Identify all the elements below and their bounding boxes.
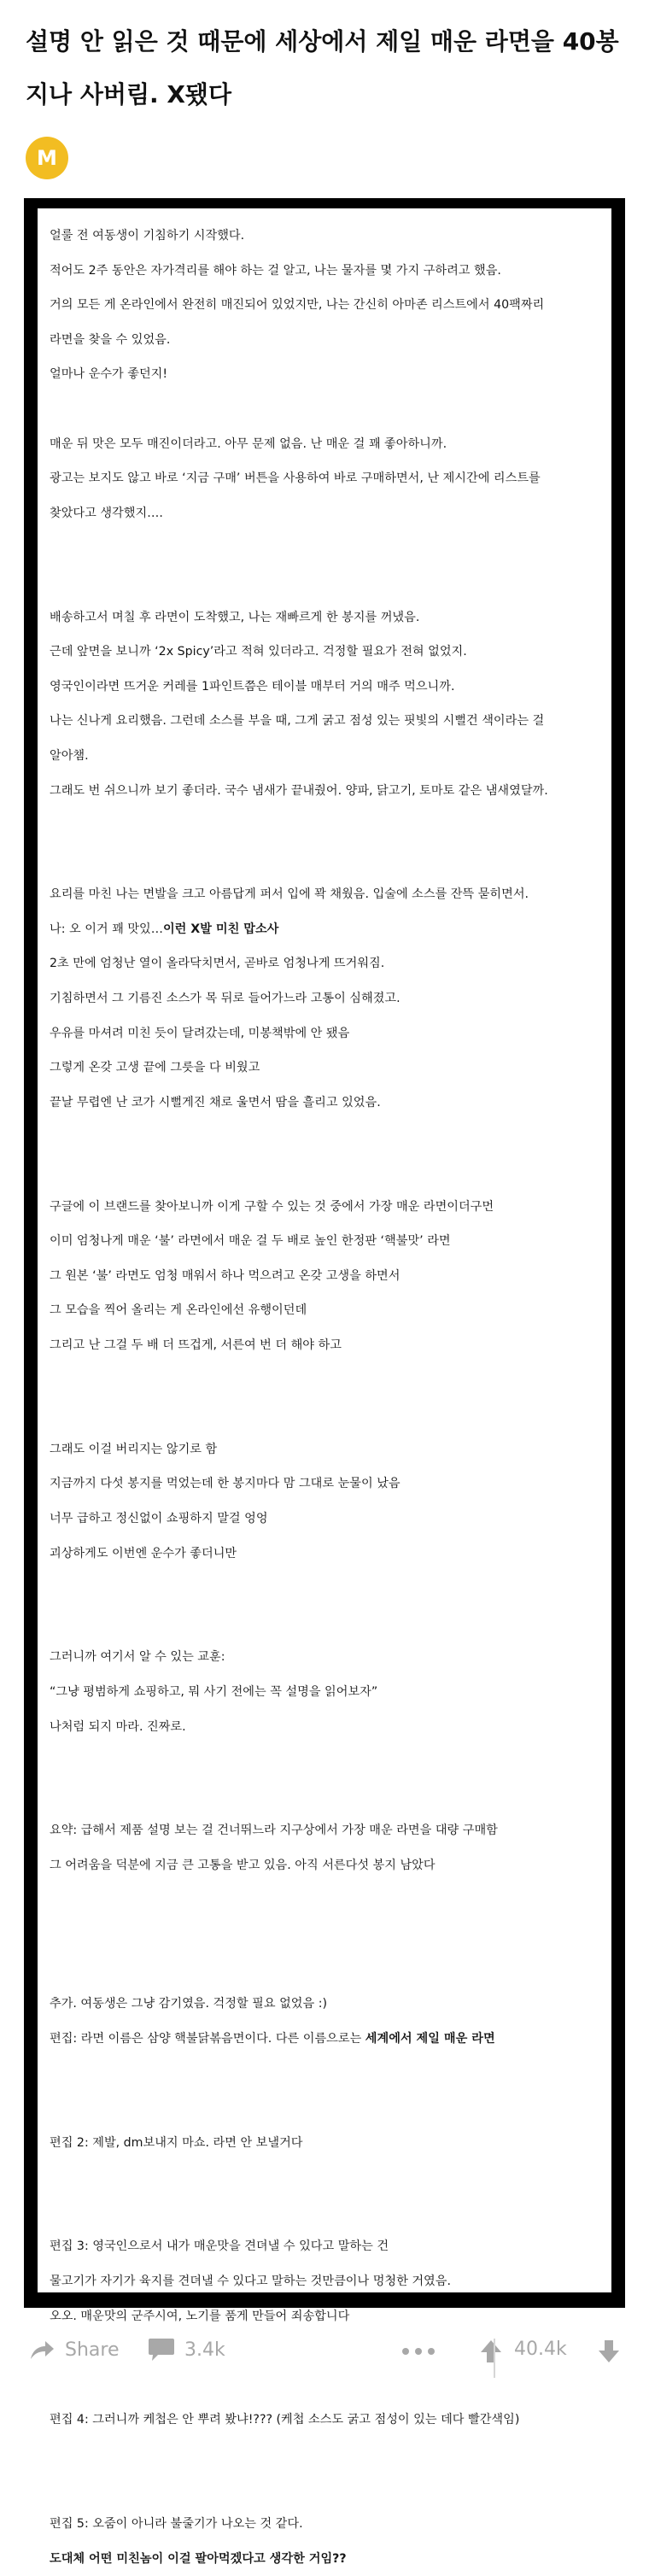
blank-line: [50, 2195, 601, 2230]
ellipsis-icon: [401, 2347, 436, 2356]
body-line: [50, 739, 601, 774]
more-options-button[interactable]: [401, 2347, 436, 2356]
body-line: [50, 774, 601, 809]
body-text-segment: 라면을 찾을 수 있었음.: [50, 332, 171, 347]
body-line: [50, 704, 601, 739]
blank-line: [50, 1779, 601, 1814]
blank-line: [50, 1917, 601, 1952]
body-line: [50, 461, 601, 496]
body-line: [50, 219, 601, 254]
body-text-segment: 2초 만에 엄청난 열이 올라닥치면서, 곧바로 엄청나게 뜨거워짐.: [50, 957, 385, 971]
comment-bubble-icon: [147, 2337, 176, 2362]
bold-text-segment: 이런 X발 미친 맙소사: [162, 922, 279, 936]
body-text-segment: 괴상하게도 이번엔 운수가 좋더니만: [50, 1546, 237, 1560]
body-line: [50, 1813, 601, 1848]
vote-count: 40.4k: [514, 2339, 567, 2360]
body-text-segment: 매운 뒤 맛은 모두 매진이더라고. 아무 문제 없음. 난 매운 걸 꽤 좋아하니까.: [50, 436, 447, 451]
body-text-segment: 그리고 난 그걸 두 배 더 뜨겁게, 서른여 번 더 해야 하고: [50, 1338, 342, 1352]
body-text-segment: 그래도 번 쉬으니까 보기 좋더라. 국수 냄새가 끝내줬어. 양파, 닭고기, 토마토 같은 냄새였달까.: [50, 783, 548, 798]
share-label: Share: [65, 2339, 120, 2361]
body-text-segment: 나처럼 되지 마라. 진짜로.: [50, 1719, 186, 1734]
body-text-segment: 거의 모든 게 온라인에서 완전히 매진되어 있었지만, 나는 간신히 아마존 리스트에서 40팩짜리: [50, 298, 545, 313]
blank-line: [50, 1120, 601, 1155]
body-line: [50, 670, 601, 705]
share-button[interactable]: [29, 2339, 120, 2361]
bold-text-segment: 도대체 어떤 미친놈이 이걸 팔아먹겠다고 생각한 거임??: [50, 2551, 347, 2566]
blank-line: [50, 530, 601, 565]
body-text-segment: 나: 오 이거 꽤 맛있…: [50, 922, 163, 936]
body-text-segment: 영국인이라면 뜨거운 커레를 1파인트쯤은 테이블 매부터 거의 매주 먹으니까.: [50, 679, 455, 694]
body-line: [50, 946, 601, 981]
body-line: [50, 427, 601, 462]
body-text-segment: 그 모습을 찍어 올리는 게 온라인에선 유행이던데: [50, 1303, 307, 1318]
body-line: [50, 1640, 601, 1675]
body-line: [50, 1467, 601, 1502]
body-line: [50, 1259, 601, 1294]
body-line: [50, 1987, 601, 2022]
body-line: [50, 1190, 601, 1225]
body-line: [50, 2507, 601, 2542]
share-arrow-icon: [29, 2339, 55, 2361]
body-text-segment: 너무 급하고 정신없이 쇼핑하지 말걸 엉엉: [50, 1511, 268, 1525]
body-text-segment: 요약: 급해서 제품 설명 보는 걸 건너뛰느라 지구상에서 가장 매운 라면을 대량 구매함: [50, 1824, 498, 1838]
body-text-segment: 지금까지 다섯 봉지를 먹었는데 한 봉지마다 맘 그대로 눈물이 났음: [50, 1477, 401, 1491]
blank-line: [50, 1571, 601, 1606]
body-line: [50, 2264, 601, 2299]
blank-line: [50, 2056, 601, 2091]
blank-line: [50, 2160, 601, 2195]
blank-line: [50, 843, 601, 878]
author-avatar[interactable]: [26, 137, 68, 179]
body-line: [50, 1016, 601, 1051]
body-line: [50, 1051, 601, 1086]
body-line: [50, 1224, 601, 1259]
body-line: [50, 357, 601, 392]
body-text-segment: 편집 2: 제발, dm보내지 마쇼. 라면 안 보낼거다: [50, 2135, 303, 2150]
post-action-bar: [0, 2325, 649, 2393]
comment-count: 3.4k: [184, 2339, 225, 2361]
body-line: [50, 1328, 601, 1363]
body-line: [50, 1675, 601, 1710]
body-line: [50, 1848, 601, 1883]
blank-line: [50, 2473, 601, 2508]
body-line: [50, 1710, 601, 1745]
vote-score: [514, 2339, 567, 2360]
body-line: [50, 2022, 601, 2057]
body-text-segment: 광고는 보지도 않고 바로 ‘지금 구매’ 버튼을 사용하여 바로 구매하면서, 난 제시간에 리스트를: [50, 471, 541, 486]
body-text-segment: 근데 앞면을 보니까 ‘2x Spicy’라고 적혀 있더라고. 걱정할 필요가 전혀 없었지.: [50, 645, 467, 659]
body-text-segment: 물고기가 자기가 육지를 견뎌낼 수 있다고 말하는 것만큼이나 멍청한 거였음.: [50, 2274, 451, 2289]
blank-line: [50, 808, 601, 843]
body-text-segment: 편집 5: 오줌이 아니라 불줄기가 나오는 것 같다.: [50, 2517, 303, 2532]
body-line: [50, 1537, 601, 1572]
avatar-letter: M: [37, 146, 57, 170]
body-line: [50, 323, 601, 358]
body-text-segment: 편집: 라면 이름은 삼양 핵불닭볶음면이다. 다른 이름으로는: [50, 2031, 365, 2046]
body-text-segment: 그렇게 온갖 고생 끝에 그릇을 다 비웠고: [50, 1061, 260, 1075]
body-text-segment: 그 어려움을 덕분에 지금 큰 고통을 받고 있음. 아직 서른다섯 봉지 남았다: [50, 1858, 436, 1872]
body-line: [50, 1432, 601, 1467]
body-line: [50, 635, 601, 670]
body-line: [50, 912, 601, 947]
blank-line: [50, 1952, 601, 1988]
body-line: [50, 981, 601, 1016]
bold-text-segment: 세계에서 제일 매운 라면: [365, 2031, 495, 2046]
body-text-segment: 얼마나 운수가 좋던지!: [50, 367, 168, 382]
comments-button[interactable]: [147, 2337, 225, 2362]
upvote-arrow-icon: [480, 2339, 502, 2363]
post-body-text: [50, 219, 601, 2576]
body-line: [50, 1086, 601, 1121]
blank-line: [50, 1744, 601, 1779]
body-line: [50, 288, 601, 323]
body-text-segment: 오오. 매운맛의 군주시여, 노기를 품게 만들어 죄송합니다: [50, 2309, 350, 2323]
body-text-segment: 알아챔.: [50, 748, 89, 763]
body-line: [50, 1293, 601, 1328]
body-text-segment: 추가. 여동생은 그냥 감기였음. 걱정할 필요 없었음 :): [50, 1997, 328, 2011]
blank-line: [50, 1606, 601, 1641]
body-text-segment: 편집 4: 그러니까 케첩은 안 뿌려 봤냐!??? (케첩 소스도 굵고 점성이 있는 데다 빨간색임): [50, 2413, 520, 2427]
blank-line: [50, 1397, 601, 1432]
body-text-segment: 그 원본 ‘불’ 라면도 엄청 매워서 하나 먹으려고 온갖 고생을 하면서: [50, 1268, 401, 1283]
body-text-segment: 찾았다고 생각했지….: [50, 506, 163, 520]
body-text-segment: 편집 3: 영국인으로서 내가 매운맛을 견뎌낼 수 있다고 말하는 건: [50, 2239, 389, 2254]
body-text-segment: 우유를 마셔려 미친 듯이 달려갔는데, 미봉책밖에 안 됐음: [50, 1026, 350, 1040]
body-line: [50, 2403, 601, 2438]
body-text-segment: 그러니까 여기서 알 수 있는 교훈:: [50, 1650, 225, 1665]
blank-line: [50, 1883, 601, 1918]
body-text-segment: “그냥 평범하게 쇼핑하고, 뭐 사기 전에는 꼭 설명을 읽어보자”: [50, 1684, 378, 1699]
body-text-segment: 그래도 이걸 버리지는 않기로 함: [50, 1442, 218, 1456]
body-line: [50, 600, 601, 635]
body-text-segment: 구글에 이 브랜드를 찾아보니까 이게 구할 수 있는 것 중에서 가장 매운 라면이더구먼: [50, 1199, 494, 1214]
blank-line: [50, 2091, 601, 2126]
body-text-segment: 얼룰 전 여동생이 기침하기 시작했다.: [50, 229, 245, 243]
blank-line: [50, 1363, 601, 1398]
action-divider: [494, 2339, 495, 2378]
upvote-button[interactable]: [480, 2339, 502, 2363]
blank-line: [50, 1155, 601, 1190]
body-text-segment: 이미 엄청나게 매운 ‘불’ 라면에서 매운 걸 두 배로 높인 한정판 ‘핵불맛’ 라면: [50, 1234, 451, 1249]
body-line: [50, 2126, 601, 2161]
body-text-segment: 기침하면서 그 기름진 소스가 목 뒤로 들어가느라 고통이 심해졌고.: [50, 992, 401, 1006]
downvote-button[interactable]: [598, 2339, 620, 2363]
body-text-segment: 적어도 2주 동안은 자가격리를 해야 하는 걸 알고, 나는 물자를 몇 가지 구하려고 했음.: [50, 263, 501, 278]
body-line: [50, 254, 601, 289]
body-text-segment: 끝날 무렵엔 난 코가 시뻘게진 채로 울면서 땀을 흘리고 있었음.: [50, 1095, 381, 1109]
body-line: [50, 877, 601, 912]
blank-line: [50, 2438, 601, 2473]
body-text-segment: 나는 신나게 요리했음. 그런데 소스를 부을 때, 그게 굵고 점성 있는 핏빛의 시뻘건 색이라는 걸: [50, 714, 545, 729]
body-line: [50, 2542, 601, 2576]
body-text-segment: 배송하고서 며칠 후 라면이 도착했고, 나는 재빠르게 한 봉지를 꺼냈음.: [50, 610, 420, 624]
post-title: 설명 안 읽은 것 때문에 세상에서 제일 매운 라면을 40봉지나 사버림. X됐다: [26, 27, 619, 108]
body-text-segment: 요리를 마친 나는 면발을 크고 아름답게 퍼서 입에 꽉 채웠음. 입술에 소스를 잔뜩 묻히면서.: [50, 887, 529, 902]
blank-line: [50, 392, 601, 427]
body-line: [50, 1502, 601, 1537]
body-line: [50, 496, 601, 531]
blank-line: [50, 565, 601, 600]
downvote-arrow-icon: [598, 2339, 620, 2363]
body-line: [50, 2229, 601, 2264]
